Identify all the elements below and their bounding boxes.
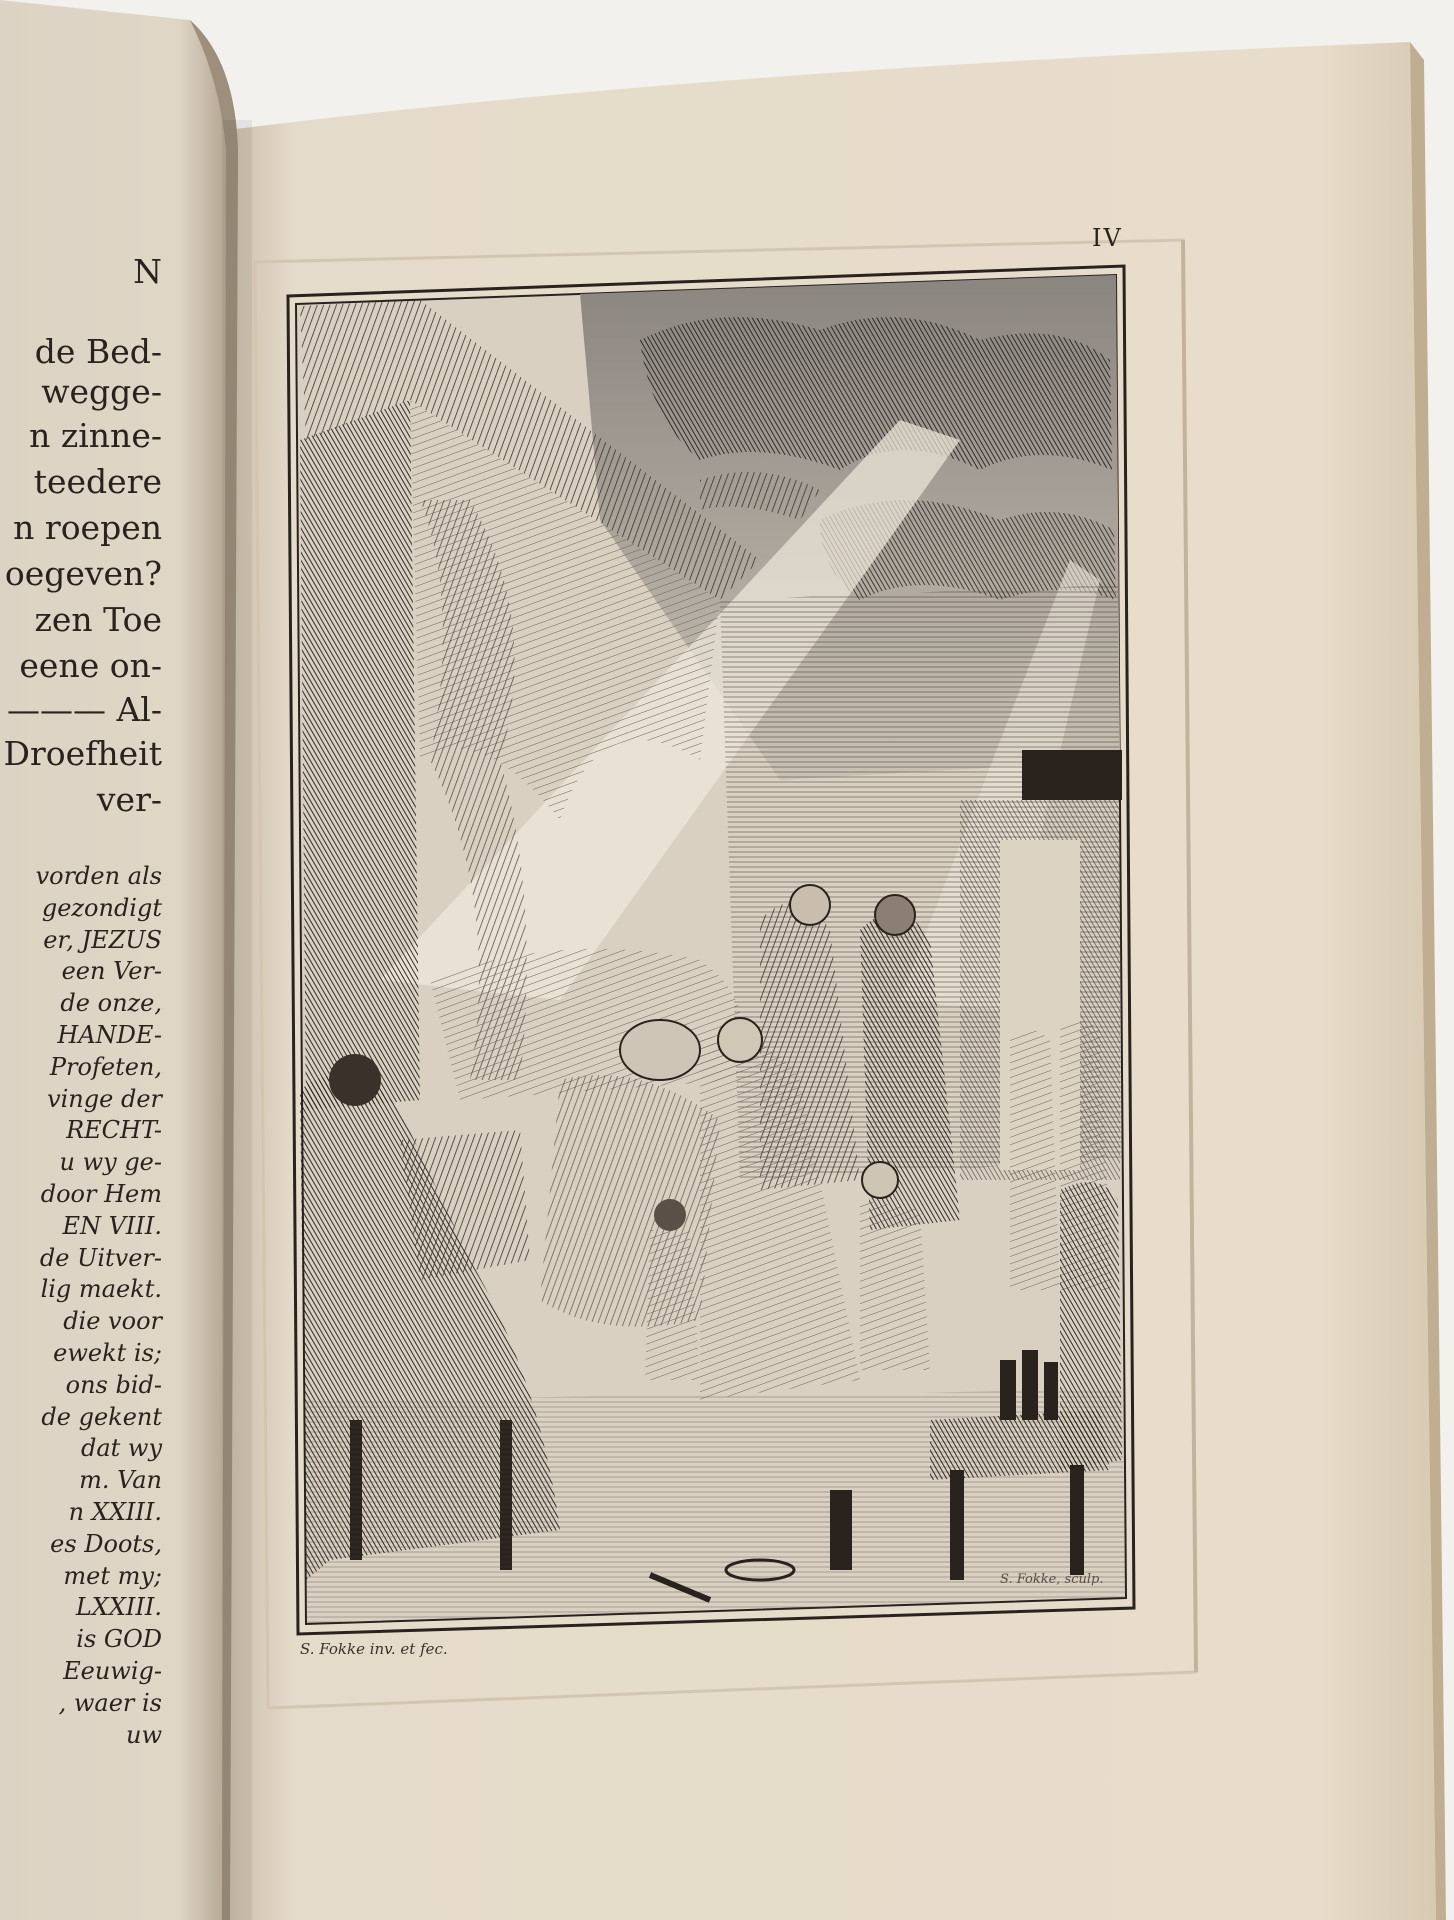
left-page-line: RECHT-	[66, 1116, 162, 1145]
left-page-line: de onze,	[60, 989, 162, 1018]
left-page-line: uw	[126, 1720, 162, 1749]
left-page-line: vinge der	[47, 1084, 162, 1113]
left-page-line: is GOD	[76, 1625, 162, 1654]
left-page-line: HANDE-	[57, 1021, 162, 1049]
left-page-line: LXXIII.	[75, 1593, 162, 1622]
left-page-line: eene on-	[19, 646, 162, 685]
engraver-credit: S. Fokke inv. et fec.	[300, 1640, 448, 1658]
left-page-line: EN VIII.	[62, 1211, 162, 1240]
left-page-line: m. Van	[79, 1466, 162, 1495]
left-page-line: Eeuwig-	[63, 1657, 162, 1685]
left-page-line: n roepen	[13, 508, 162, 547]
left-page-line: dat wy	[80, 1434, 162, 1463]
left-page-line: vorden als	[35, 862, 162, 890]
left-page-line: de gekent	[41, 1402, 162, 1431]
left-page-line: de Uitver-	[39, 1243, 162, 1272]
left-page-line: met my;	[63, 1561, 162, 1590]
left-page-line: Profeten,	[49, 1052, 162, 1081]
left-page-line: Droefheit	[3, 734, 162, 773]
left-page-line: die voor	[63, 1307, 162, 1336]
left-page-line: oegeven?	[4, 554, 162, 593]
left-page-line: de Bed-	[34, 332, 162, 371]
left-page-line: teedere	[33, 462, 162, 501]
plate-number: IV	[1092, 224, 1123, 252]
left-page-line: ewekt is;	[53, 1339, 162, 1367]
left-page-line: er, JEZUS	[43, 925, 162, 954]
left-page-line: door Hem	[40, 1180, 162, 1208]
left-page-line: u wy ge-	[59, 1148, 162, 1177]
left-page-line: een Ver-	[61, 957, 162, 986]
left-page-line: lig maekt.	[40, 1275, 162, 1304]
left-page-line: es Doots,	[50, 1529, 162, 1558]
left-page-line: ver-	[96, 780, 162, 819]
left-page-line: zen Toe	[34, 600, 162, 639]
left-page-line: , waer is	[58, 1688, 162, 1717]
left-page-line: gezondigt	[41, 893, 162, 922]
left-page-line: N	[133, 252, 162, 291]
engraver-signature: S. Fokke, sculp.	[1000, 1572, 1104, 1587]
left-page-line: n XXIII.	[68, 1498, 162, 1526]
left-page-line: ons bid-	[65, 1370, 162, 1399]
left-page-line: ——— Al-	[6, 690, 162, 729]
left-page-line: n zinne-	[29, 416, 162, 455]
left-page-line: wegge-	[41, 372, 162, 411]
